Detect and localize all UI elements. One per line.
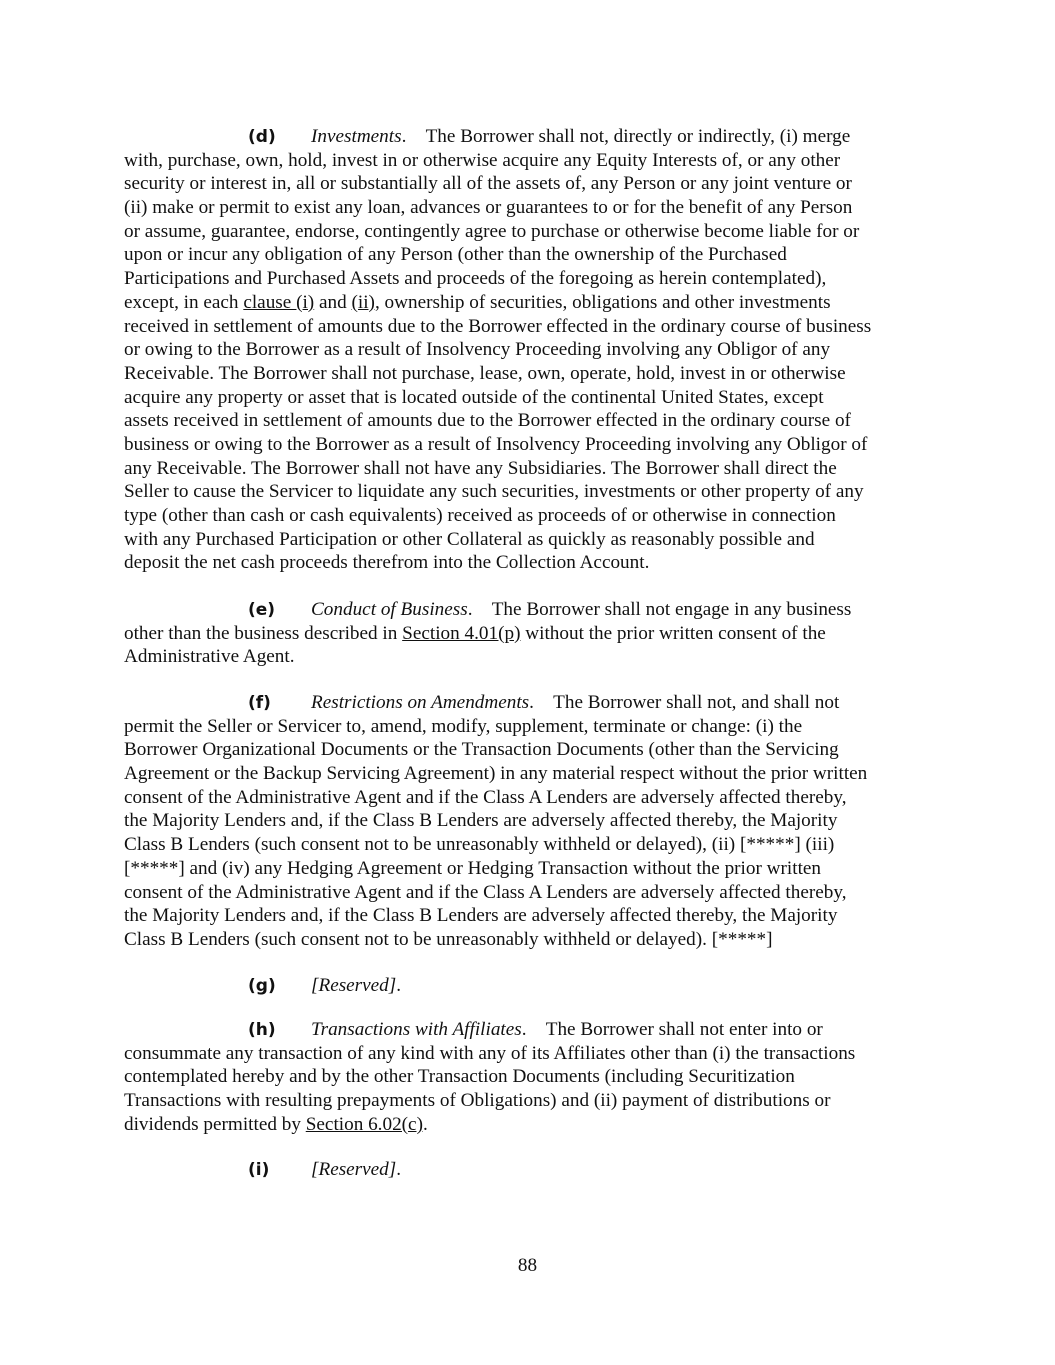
section-h-title: Transactions with Affiliates: [311, 1019, 522, 1040]
section-h-line: Transactions with resulting prepayments of Obligations) and (ii) payment of distributions or: [124, 1090, 831, 1112]
section-f-line: Borrower Organizational Documents or the Transaction Documents (other than the Servicing: [124, 739, 839, 761]
section-d-title: Investments: [311, 126, 402, 147]
section-d-line: security or interest in, all or substantially all of the assets of, any Person or any joint venture or: [124, 173, 852, 195]
section-e-line-2: [124, 622, 934, 646]
section-e-label: (e): [248, 600, 276, 620]
section-f-line: consent of the Administrative Agent and if the Class A Lenders are adversely affected thereby,: [124, 881, 847, 903]
section-d: [124, 125, 934, 575]
text-run: without the prior written consent of the: [520, 622, 826, 644]
section-d-first-line: The Borrower shall not, directly or indirectly, (i) merge: [425, 126, 851, 147]
section-f-line: Class B Lenders (such consent not to be unreasonably withheld or delayed). [*****]: [124, 928, 773, 950]
section-f: [124, 691, 934, 952]
section-f-line: consent of the Administrative Agent and if the Class A Lenders are adversely affected thereby,: [124, 786, 847, 808]
section-h-line: contemplated hereby and by the other Transaction Documents (including Securitization: [124, 1066, 795, 1088]
section-f-line: permit the Seller or Servicer to, amend, modify, supplement, terminate or change: (i) the: [124, 715, 803, 737]
section-h-last-line: [124, 1113, 934, 1137]
section-e-line-3: Administrative Agent.: [124, 646, 295, 668]
section-d-line: received in settlement of amounts due to the Borrower effected in the ordinary course of business: [124, 315, 872, 337]
section-d-line: type (other than cash or cash equivalents) received as proceeds of or otherwise in connection: [124, 505, 836, 526]
section-g: [124, 974, 934, 998]
section-h: [124, 1018, 934, 1136]
section-h-line: consummate any transaction of any kind with any of its Affiliates other than (i) the transactions: [124, 1042, 856, 1064]
clause-ii-reference[interactable]: (ii): [351, 291, 375, 313]
section-6-02-c-reference[interactable]: Section 6.02(c): [305, 1113, 423, 1135]
section-e-title: Conduct of Business: [311, 599, 468, 620]
section-f-title: Restrictions on Amendments: [311, 692, 530, 713]
section-d-line: Receivable. The Borrower shall not purchase, lease, own, operate, hold, invest in or otherwise: [124, 362, 846, 384]
section-i-title: [Reserved]: [311, 1159, 397, 1180]
section-f-line: Class B Lenders (such consent not to be unreasonably withheld or delayed), (ii) [*****] (iii): [124, 834, 835, 856]
section-d-line: or assume, guarantee, endorse, contingently agree to purchase or otherwise become liable for or: [124, 220, 860, 242]
section-d-except-line: [124, 291, 934, 315]
section-d-line: with, purchase, own, hold, invest in or otherwise acquire any Equity Interests of, or any other: [124, 149, 841, 171]
section-g-label: (g): [248, 976, 276, 996]
section-d-line: any Receivable. The Borrower shall not have any Subsidiaries. The Borrower shall direct the: [124, 457, 837, 479]
section-g-title: [Reserved]: [311, 975, 397, 996]
text-run: The Borrower shall not, and shall not: [553, 692, 840, 713]
section-e-heading-line: Conduct of Business. The Borrower shall not engage in any business: [311, 599, 852, 620]
section-d-line: acquire any property or asset that is located outside of the continental United States, except: [124, 386, 824, 408]
section-f-heading-line: Restrictions on Amendments. The Borrower shall not, and shall not: [311, 692, 840, 713]
section-d-line: or owing to the Borrower as a result of Insolvency Proceeding involving any Obligor of any: [124, 339, 831, 361]
section-f-line: the Majority Lenders and, if the Class B Lenders are adversely affected thereby, the Majority: [124, 905, 838, 927]
section-d-label: (d): [248, 127, 276, 147]
text-run: .: [422, 1113, 428, 1135]
section-h-heading-line: Transactions with Affiliates. The Borrower shall not enter into or: [311, 1019, 823, 1040]
text-run: and: [314, 291, 352, 313]
text-run: dividends permitted by: [124, 1113, 306, 1135]
text-run: other than the business described in: [124, 622, 403, 644]
section-d-line: (ii) make or permit to exist any loan, advances or guarantees to or for the benefit of any Person: [124, 197, 853, 219]
section-e: [124, 598, 934, 669]
section-f-line: the Majority Lenders and, if the Class B Lenders are adversely affected thereby, the Majority: [124, 810, 838, 832]
section-f-line: [*****] and (iv) any Hedging Agreement or Hedging Transaction without the prior written: [124, 857, 822, 879]
section-f-label: (f): [248, 693, 271, 713]
text-run: , ownership of securities, obligations and other investments: [374, 291, 831, 313]
section-d-line: deposit the net cash proceeds therefrom into the Collection Account.: [124, 552, 650, 574]
section-f-line: Agreement or the Backup Servicing Agreement) in any material respect without the prior written: [124, 763, 868, 785]
section-h-label: (h): [248, 1020, 276, 1040]
section-4-01-p-reference[interactable]: Section 4.01(p): [402, 622, 521, 644]
section-d-line: Participations and Purchased Assets and proceeds of the foregoing as herein contemplated),: [124, 268, 827, 290]
text-run: The Borrower shall not enter into or: [545, 1019, 823, 1040]
text-run: The Borrower shall not engage in any business: [491, 599, 852, 620]
section-d-line: assets received in settlement of amounts due to the Borrower effected in the ordinary course of: [124, 410, 851, 432]
text-run: except, in each: [124, 291, 244, 313]
section-d-heading-line: Investments. The Borrower shall not, directly or indirectly, (i) merge: [311, 126, 851, 147]
section-i-label: (i): [248, 1160, 270, 1180]
page-number: 88: [517, 1255, 538, 1276]
section-d-line: upon or incur any obligation of any Person (other than the ownership of the Purchased: [124, 244, 787, 266]
section-g-heading-line: [Reserved].: [311, 975, 402, 996]
section-d-line: with any Purchased Participation or other Collateral as quickly as reasonably possible and: [124, 528, 815, 550]
clause-i-reference[interactable]: clause (i): [243, 291, 315, 313]
section-d-line: business or owing to the Borrower as a result of Insolvency Proceeding involving any Obligor of: [124, 433, 868, 455]
section-i-heading-line: [Reserved].: [311, 1159, 402, 1180]
section-d-line: Seller to cause the Servicer to liquidate any such securities, investments or other property of any: [124, 481, 864, 503]
section-i: [124, 1158, 934, 1182]
